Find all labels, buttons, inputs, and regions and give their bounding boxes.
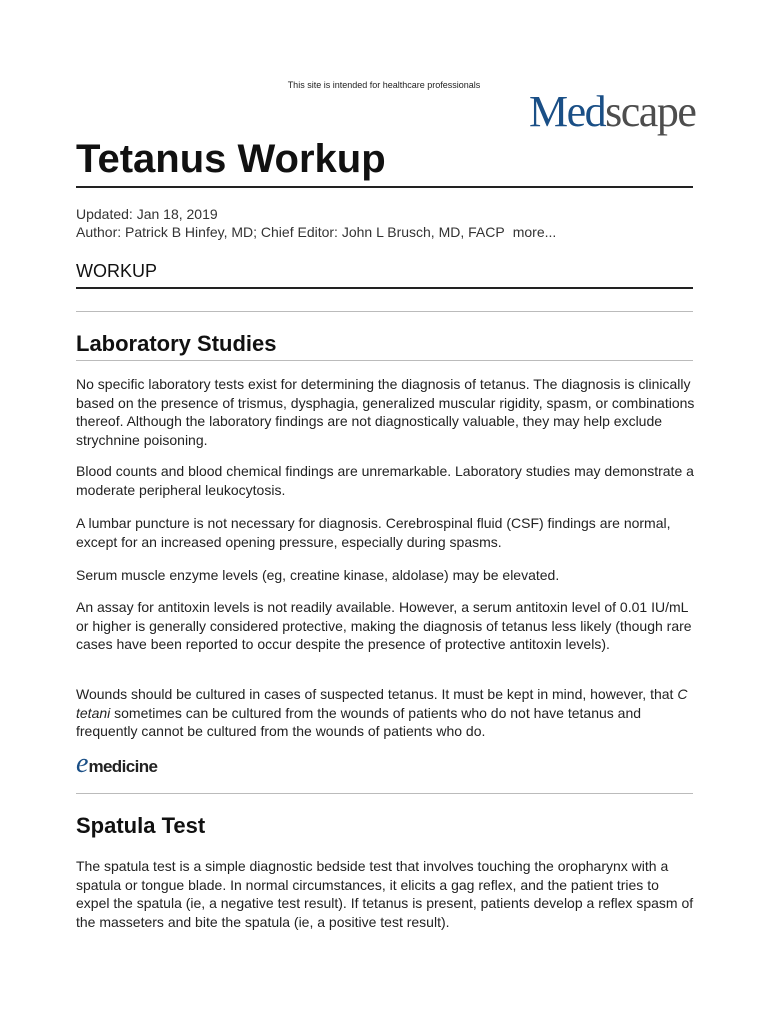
authors: Author: Patrick B Hinfey, MD; Chief Editor: John L Brusch, MD, FACP	[76, 224, 505, 240]
logo-scape: scape	[605, 87, 696, 136]
title-divider	[76, 186, 693, 188]
paragraph: Serum muscle enzyme levels (eg, creatine kinase, aldolase) may be elevated.	[76, 567, 560, 583]
emedicine-e: e	[76, 748, 89, 779]
more-link[interactable]: more...	[512, 224, 557, 240]
heading-underline	[76, 360, 693, 361]
text-span: Wounds should be cultured in cases of suspected tetanus. It must be kept in mind, however, that	[76, 686, 678, 702]
paragraph: A lumbar puncture is not necessary for diagnosis. Cerebrospinal fluid (CSF) findings are normal, except for an increased opening pressure, especially during spasms.	[76, 515, 671, 550]
spatula-heading: Spatula Test	[76, 813, 206, 838]
medscape-logo[interactable]	[529, 86, 695, 138]
logo-med: Med	[529, 87, 606, 136]
paragraph: An assay for antitoxin levels is not readily available. However, a serum antitoxin level of 0.01 IU/mL or higher is generally considered protective, making the diagnosis of tetanus less likely (though rare cases have been reported to occur despite the presence of protective antitoxin levels).	[76, 599, 692, 652]
divider	[76, 311, 693, 312]
section-label: WORKUP	[76, 261, 157, 281]
emedicine-logo[interactable]	[76, 748, 157, 780]
page-title: Tetanus Workup	[76, 137, 386, 181]
divider	[76, 793, 693, 794]
organism-name: C tetani	[76, 686, 688, 721]
paragraph: The spatula test is a simple diagnostic bedside test that involves touching the oropharynx with a spatula or tongue blade. In normal circumstances, it elicits a gag reflex, and the patient tries to expel the spatula (ie, a negative test result). If tetanus is present, patients develop a reflex spasm of the masseters and bite the spatula (ie, a positive test result).	[76, 858, 694, 930]
paragraph	[76, 685, 696, 741]
author-line	[76, 223, 556, 241]
emedicine-word: medicine	[88, 757, 158, 776]
section-divider	[76, 287, 693, 289]
laboratory-heading: Laboratory Studies	[76, 331, 277, 356]
paragraph: No specific laboratory tests exist for determining the diagnosis of tetanus. The diagnosis is clinically based on the presence of trismus, dysphagia, generalized muscular rigidity, spasm, or combinations thereof. Although the laboratory findings are not diagnostically valuable, they may help exclude strychnine poisoning.	[76, 376, 695, 448]
updated-date: Updated: Jan 18, 2019	[76, 206, 218, 222]
text-span: sometimes can be cultured from the wounds of patients who do not have tetanus and frequently cannot be cultured from the wounds of patients who do.	[76, 704, 642, 739]
healthcare-disclaimer: This site is intended for healthcare professionals	[287, 80, 481, 90]
paragraph: Blood counts and blood chemical findings are unremarkable. Laboratory studies may demonstrate a moderate peripheral leukocytosis.	[76, 463, 694, 498]
